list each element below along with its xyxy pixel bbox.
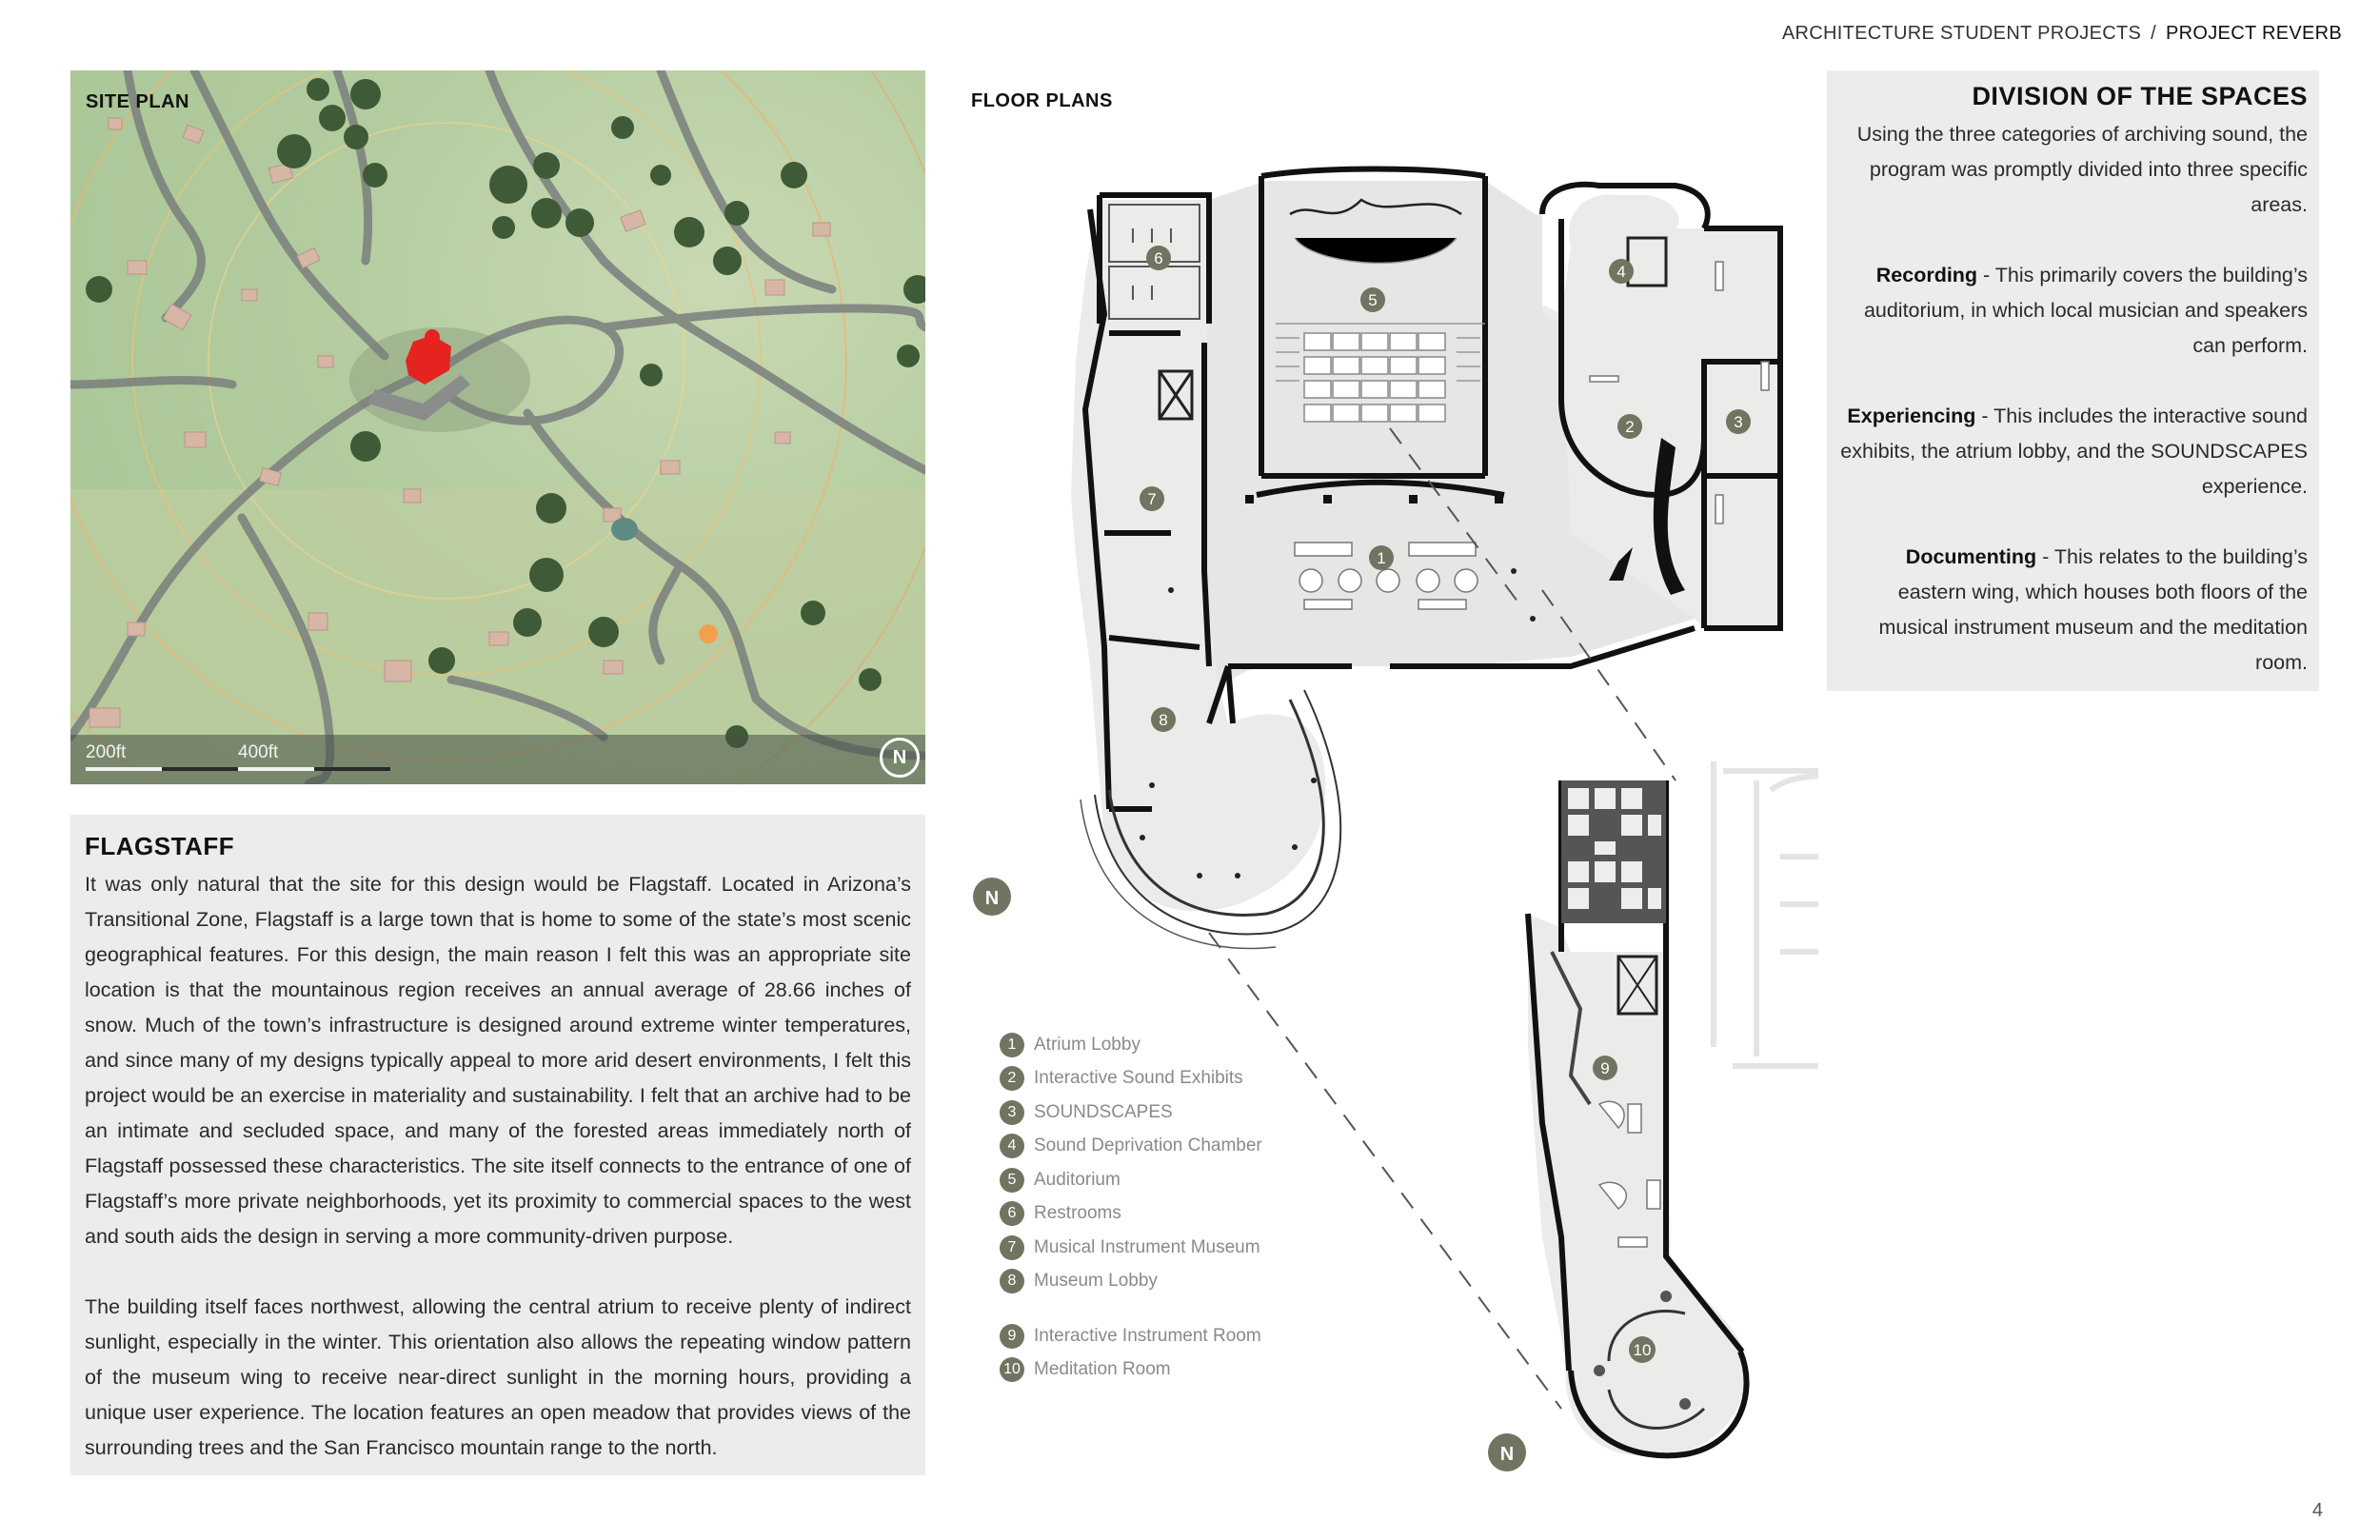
room-legend (1000, 1028, 1262, 1387)
scale-label-400ft: 400ft (238, 742, 279, 762)
legend-label: Museum Lobby (1034, 1271, 1158, 1292)
legend-number-badge: 4 (1000, 1134, 1024, 1158)
division-item-experiencing (1838, 399, 2308, 504)
legend-label: Interactive Sound Exhibits (1034, 1068, 1243, 1089)
legend-label: Auditorium (1034, 1169, 1121, 1190)
room-number: 6 (1154, 249, 1163, 267)
room-number: 8 (1159, 711, 1168, 729)
division-text: - This includes the interactive sound exhibits, the atrium lobby, and the SOUNDSCAPES experience. (1840, 405, 2308, 498)
room-number: 9 (1600, 1059, 1610, 1077)
north-arrow-label: N (892, 746, 907, 768)
legend-number-badge: 9 (1000, 1324, 1024, 1349)
room-number: 3 (1734, 413, 1743, 431)
room-badge-9 (1593, 1056, 1617, 1080)
legend-number-badge: 5 (1000, 1168, 1024, 1193)
room-number: 1 (1377, 549, 1386, 567)
north-arrow-icon (973, 878, 1011, 916)
legend-item (1000, 1319, 1262, 1353)
room-number: 5 (1368, 291, 1378, 309)
division-term: Documenting (1905, 545, 2037, 568)
header-separator: / (2151, 23, 2157, 44)
legend-item (1000, 1130, 1262, 1164)
page-header (1782, 23, 2342, 45)
room-badge-1 (1369, 545, 1394, 570)
north-arrow-icon (1488, 1433, 1526, 1471)
legend-label: Restrooms (1034, 1203, 1121, 1224)
room-badge-5 (1360, 287, 1385, 312)
flagstaff-panel (70, 815, 925, 1475)
legend-item (1000, 1197, 1262, 1232)
room-badge-6 (1146, 246, 1171, 270)
flagstaff-paragraph: The building itself faces northwest, allowing the central atrium to receive plenty of indirect sunlight, especially in the winter. This orientation also allows the repeating window pattern of the museum wing to receive near-direct sunlight in the morning hours, providing a unique user experience. The location features an open meadow that provides views of the surrounding trees and the San Francisco mountain range to the north. (85, 1295, 911, 1459)
legend-label: Atrium Lobby (1034, 1034, 1140, 1055)
legend-item (1000, 1231, 1262, 1265)
legend-label: Sound Deprivation Chamber (1034, 1135, 1262, 1156)
legend-label: Musical Instrument Museum (1034, 1236, 1260, 1257)
division-intro: Using the three categories of archiving sound, the program was promptly divided into three specific areas. (1856, 123, 2308, 216)
legend-number-badge: 1 (1000, 1033, 1024, 1057)
legend-item (1000, 1062, 1262, 1096)
legend-number-badge: 7 (1000, 1235, 1024, 1260)
scale-label-200ft: 200ft (86, 742, 127, 762)
scale-segment (86, 767, 162, 771)
division-panel (1827, 70, 2319, 691)
room-badge-4 (1609, 259, 1634, 284)
site-plan-map (70, 70, 925, 784)
flagstaff-paragraph: It was only natural that the site for this design would be Flagstaff. Located in Arizona’s Transitional Zone, Flagstaff is a large town that is home to some of the state’s most scenic geographical features. For this design, the main reason I felt this was an appropriate site location is that the mountainous region receives an annual average of 28.66 inches of snow. Much of the town’s infrastructure is designed around extreme winter temperatures, and since many of my designs typically appeal to more arid desert environments, I felt this project would be an exercise in materiality and sustainability. I felt that an archive had to be an intimate and secluded space, and many of the forested areas immediately north of Flagstaff possessed these characteristics. The site itself connects to the entrance of one of Flagstaff’s more private neighborhoods, yet its proximity to commercial spaces to the west and south aids the design in serving a more community-driven purpose. (85, 873, 911, 1248)
legend-number-badge: 2 (1000, 1066, 1024, 1091)
room-number: 4 (1616, 263, 1626, 281)
room-number: 7 (1147, 490, 1157, 508)
scale-segment (162, 767, 238, 771)
site-plan-label: SITE PLAN (86, 91, 189, 112)
header-project: PROJECT REVERB (2166, 23, 2342, 44)
legend-item (1000, 1096, 1262, 1130)
site-plan-drawing (70, 70, 925, 784)
flagstaff-title: FLAGSTAFF (85, 832, 235, 860)
north-arrow-icon (880, 738, 920, 778)
north-arrow-label: N (1499, 1444, 1515, 1465)
room-badge-8 (1151, 707, 1176, 732)
division-term: Recording (1875, 264, 1978, 286)
scale-bar (70, 735, 925, 784)
legend-number-badge: 8 (1000, 1269, 1024, 1293)
room-number: 10 (1633, 1341, 1652, 1359)
division-item-recording (1838, 258, 2308, 364)
legend-label: SOUNDSCAPES (1034, 1101, 1173, 1122)
legend-number-badge: 3 (1000, 1100, 1024, 1125)
division-title: DIVISION OF THE SPACES (1972, 82, 2308, 110)
room-badge-7 (1140, 486, 1164, 511)
legend-label: Interactive Instrument Room (1034, 1325, 1261, 1346)
legend-item (1000, 1028, 1262, 1062)
scale-segment (238, 767, 314, 771)
division-text: - This primarily covers the building’s auditorium, in which local musician and speakers can perform. (1863, 264, 2308, 357)
legend-spacer (1000, 1298, 1262, 1319)
legend-number-badge: 10 (1000, 1357, 1024, 1382)
division-term: Experiencing (1847, 405, 1976, 427)
upper-floor-ghost (1714, 748, 1818, 1066)
room-badge-10 (1629, 1336, 1656, 1363)
room-number: 2 (1625, 418, 1635, 436)
division-item-documenting (1838, 540, 2308, 681)
room-badge-3 (1726, 409, 1751, 434)
header-section: ARCHITECTURE STUDENT PROJECTS (1781, 23, 2142, 44)
legend-item (1000, 1163, 1262, 1197)
north-arrow-label: N (984, 888, 1000, 909)
room-badge-2 (1617, 414, 1642, 439)
legend-number-badge: 6 (1000, 1201, 1024, 1226)
floor-plans-label: FLOOR PLANS (971, 90, 1113, 111)
legend-item (1000, 1353, 1262, 1388)
page-number: 4 (2311, 1500, 2323, 1521)
legend-label: Meditation Room (1034, 1359, 1171, 1380)
legend-item (1000, 1265, 1262, 1299)
scale-segment (314, 767, 390, 771)
division-text: - This relates to the building’s eastern wing, which houses both floors of the musical instrument museum and the meditation room. (1878, 545, 2308, 674)
